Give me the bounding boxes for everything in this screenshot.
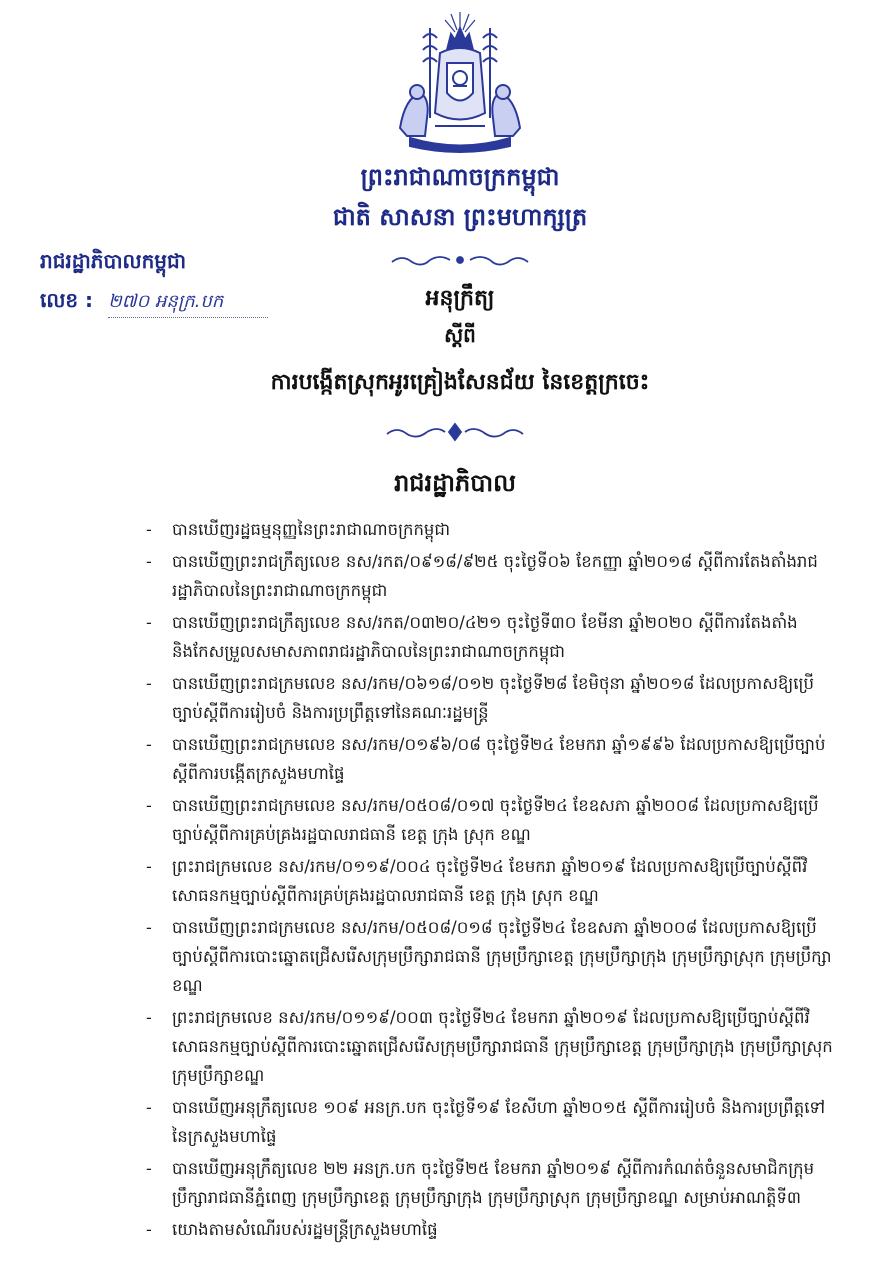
document-type: អនុក្រឹត្យ (425, 286, 495, 311)
section-title: រាជរដ្ឋាភិបាល (394, 469, 516, 497)
list-item: - បានឃើញអនុក្រឹត្យលេខ ២២ អនក្រ.បក ចុះថ្ងៃទី២៥ ខែមករា ឆ្នាំ២០១៩ ស្តីពីការកំណត់ចំនួនសមាជិកក្រុមប្រឹក្សារាជធានីភ្នំពេញ ក្រុមប្រឹក្សាខេត្ត ក្រុមប្រឹក្សាក្រុង ក្រុមប្រឹក្សាស្រុក ក្រុមប្រឹក្សាខណ្ឌ សម្រាប់អាណត្តិទី៣ (146, 1159, 815, 1207)
preamble-clauses (140, 515, 840, 1247)
list-item: - ព្រះរាជក្រមលេខ នស/រកម/០១១៩/០០៣ ចុះថ្ងៃទី២៤ ខែមករា ឆ្នាំ២០១៩ ដែលប្រកាសឱ្យប្រើច្បាប់ស្តីពីវិសោធនកម្មច្បាប់ស្តីពីការបោះឆ្នោតជ្រើសរើសក្រុមប្រឹក្សារាជធានី ក្រុមប្រឹក្សាខេត្ត ក្រុមប្រឹក្សាក្រុង ក្រុមប្រឹក្សាស្រុក ក្រុមប្រឹក្សាខណ្ឌ (146, 1008, 833, 1085)
document-subject: ការបង្កើតស្រុកអូរគ្រៀងសែនជ័យ នៃខេត្តក្រចេះ (270, 370, 650, 395)
kingdom-title: ព្រះរាជាណាចក្រកម្ពុជា (360, 163, 560, 191)
list-item: - បានឃើញព្រះរាជក្រមលេខ នស/រកម/០៦១៨/០១២ ចុះថ្ងៃទី២៨ ខែមិថុនា ឆ្នាំ២០១៨ ដែលប្រកាសឱ្យប្រើច្បាប់ស្តីពីការរៀបចំ និងការប្រព្រឹត្តទៅនៃគណៈរដ្ឋមន្ត្រី (146, 674, 814, 722)
list-item: - បានឃើញអនុក្រឹត្យលេខ ១០៩ អនក្រ.បក ចុះថ្ងៃទី១៩ ខែសីហា ឆ្នាំ២០១៥ ស្តីពីការរៀបចំ និងការប្រព្រឹត្តទៅនៃក្រសួងមហាផ្ទៃ (146, 1098, 826, 1146)
reference-number-row (40, 285, 268, 315)
reference-number: ២៧០ អនុក្រ.បក (108, 287, 268, 318)
document-about: ស្តីពី (444, 323, 476, 347)
list-item: - យោងតាមសំណើរបស់រដ្ឋមន្ត្រីក្រសួងមហាផ្ទៃ (146, 1220, 438, 1239)
list-item: - បានឃើញព្រះរាជក្រមលេខ នស/រកម/០៥០៨/០១៧ ចុះថ្ងៃទី២៤ ខែឧសភា ឆ្នាំ២០០៨ ដែលប្រកាសឱ្យប្រើច្បាប់ស្តីពីការគ្រប់គ្រងរដ្ឋបាលរាជធានី ខេត្ត ក្រុង ស្រុក ខណ្ឌ (146, 796, 819, 844)
decorative-divider-icon (385, 422, 525, 442)
list-item: - បានឃើញរដ្ឋធម្មនុញ្ញនៃព្រះរាជាណាចក្រកម្ពុជា (146, 520, 451, 539)
royal-coat-of-arms-icon (385, 8, 535, 158)
list-item: - ព្រះរាជក្រមលេខ នស/រកម/០១១៩/០០៤ ចុះថ្ងៃទី២៤ ខែមករា ឆ្នាំ២០១៩ ដែលប្រកាសឱ្យប្រើច្បាប់ស្តីពីវិសោធនកម្មច្បាប់ស្តីពីការគ្រប់គ្រងរដ្ឋបាលរាជធានី ខេត្ត ក្រុង ស្រុក ខណ្ឌ (146, 857, 808, 905)
list-item: - បានឃើញព្រះរាជក្រមលេខ នស/រកម/០១៩៦/០៨ ចុះថ្ងៃទី២៤ ខែមករា ឆ្នាំ១៩៩៦ ដែលប្រកាសឱ្យប្រើច្បាប់ស្តីពីការបង្កើតក្រសួងមហាផ្ទៃ (146, 735, 826, 783)
issuing-authority: រាជរដ្ឋាភិបាលកម្ពុជា (40, 249, 186, 273)
national-motto: ជាតិ សាសនា ព្រះមហាក្សត្រ (332, 203, 588, 231)
decorative-divider-icon (390, 250, 530, 270)
list-item: - បានឃើញព្រះរាជក្រឹត្យលេខ នស/រកត/០៣២០/៤២១ ចុះថ្ងៃទី៣០ ខែមីនា ឆ្នាំ២០២០ ស្តីពីការតែងតាំង និងកែសម្រួលសមាសភាពរាជរដ្ឋាភិបាលនៃព្រះរាជាណាចក្រកម្ពុជា (146, 613, 798, 661)
list-item: - បានឃើញព្រះរាជក្រមលេខ នស/រកម/០៥០៨/០១៨ ចុះថ្ងៃទី២៤ ខែឧសភា ឆ្នាំ២០០៨ ដែលប្រកាសឱ្យប្រើច្បាប់ស្តីពីការបោះឆ្នោតជ្រើសរើសក្រុមប្រឹក្សារាជធានី ក្រុមប្រឹក្សាខេត្ត ក្រុមប្រឹក្សាក្រុង ក្រុមប្រឹក្សាស្រុក ក្រុមប្រឹក្សាខណ្ឌ (146, 918, 832, 995)
list-item: - បានឃើញព្រះរាជក្រឹត្យលេខ នស/រកត/០៩១៨/៩២៥ ចុះថ្ងៃទី០៦ ខែកញ្ញា ឆ្នាំ២០១៨ ស្តីពីការតែងតាំងរាជរដ្ឋាភិបាលនៃព្រះរាជាណាចក្រកម្ពុជា (146, 552, 818, 600)
reference-label: លេខ : (40, 288, 94, 312)
